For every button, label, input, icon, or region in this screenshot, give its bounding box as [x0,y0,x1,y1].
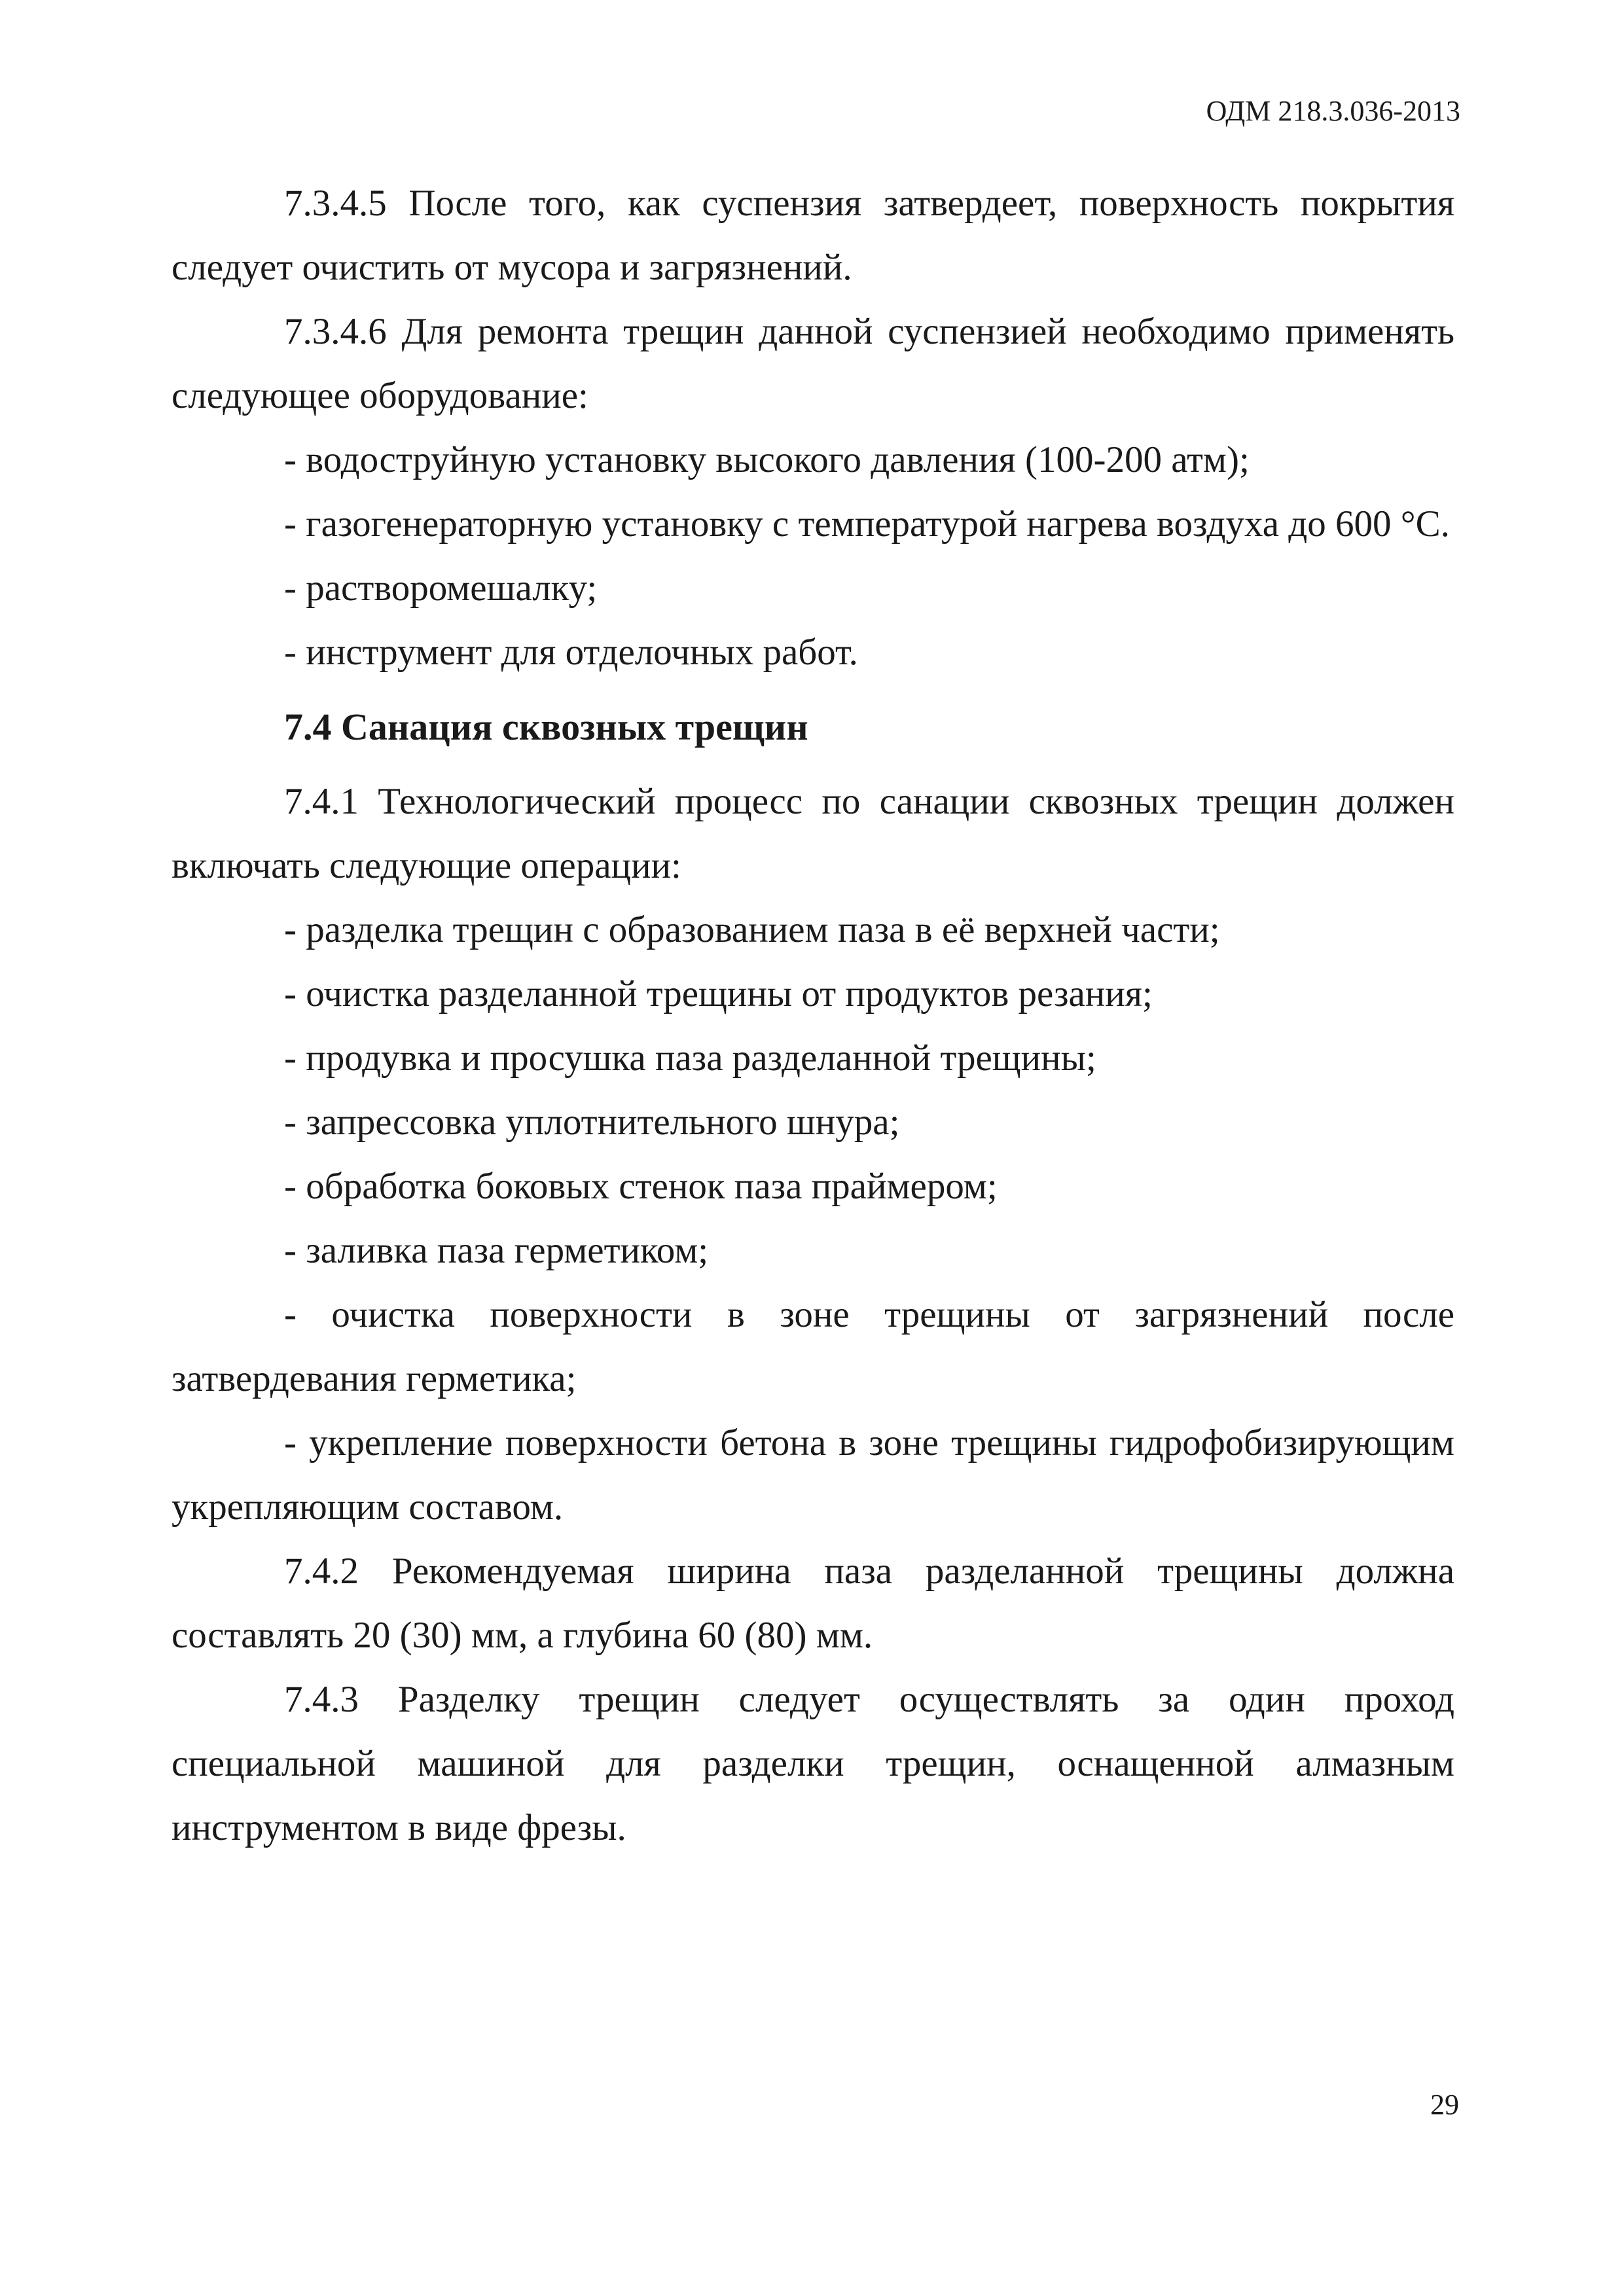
list-item-equipment: - инструмент для отделочных работ. [284,632,858,673]
list-item-equipment: - газогенераторную установку с температурой нагрева воздуха до 600 °С. [284,503,1450,545]
list-item-operation: - очистка поверхности в зоне трещины от загрязнений после затвердевания герметика; [171,1294,1454,1399]
paragraph-7-3-4-6: 7.3.4.6 Для ремонта трещин данной суспензией необходимо применять следующее оборудование: [171,311,1454,416]
section-heading-7-4: 7.4 Санация сквозных трещин [284,706,808,748]
document-body [171,171,1454,1860]
paragraph-7-3-4-5: 7.3.4.5 После того, как суспензия затвердеет, поверхность покрытия следует очистить от мусора и загрязнений. [171,183,1454,288]
list-item-equipment: - растворомешалку; [284,567,598,609]
list-item-operation: - разделка трещин с образованием паза в её верхней части; [284,909,1220,950]
list-item-operation: - заливка паза герметиком; [284,1230,709,1271]
document-code: ОДМ 218.3.036-2013 [1206,95,1460,127]
paragraph-7-4-2: 7.4.2 Рекомендуемая ширина паза разделанной трещины должна составлять 20 (30) мм, а глубина 60 (80) мм. [171,1551,1454,1656]
list-item-operation: - обработка боковых стенок паза праймером; [284,1166,998,1207]
list-item-operation: - укрепление поверхности бетона в зоне трещины гидрофобизирующим укрепляющим составом. [171,1422,1454,1528]
paragraph-7-4-3: 7.4.3 Разделку трещин следует осуществлять за один проход специальной машиной для разделки трещин, оснащенной алмазным инструментом в виде фрезы. [171,1679,1454,1848]
list-item-operation: - очистка разделанной трещины от продуктов резания; [284,973,1153,1014]
paragraph-7-4-1: 7.4.1 Технологический процесс по санации сквозных трещин должен включать следующие операции: [171,781,1454,886]
list-item-operation: - запрессовка уплотнительного шнура; [284,1102,900,1143]
list-item-operation: - продувка и просушка паза разделанной трещины; [284,1037,1096,1079]
list-item-equipment: - водоструйную установку высокого давления (100-200 атм); [284,439,1250,480]
page-number: 29 [1430,2089,1459,2121]
